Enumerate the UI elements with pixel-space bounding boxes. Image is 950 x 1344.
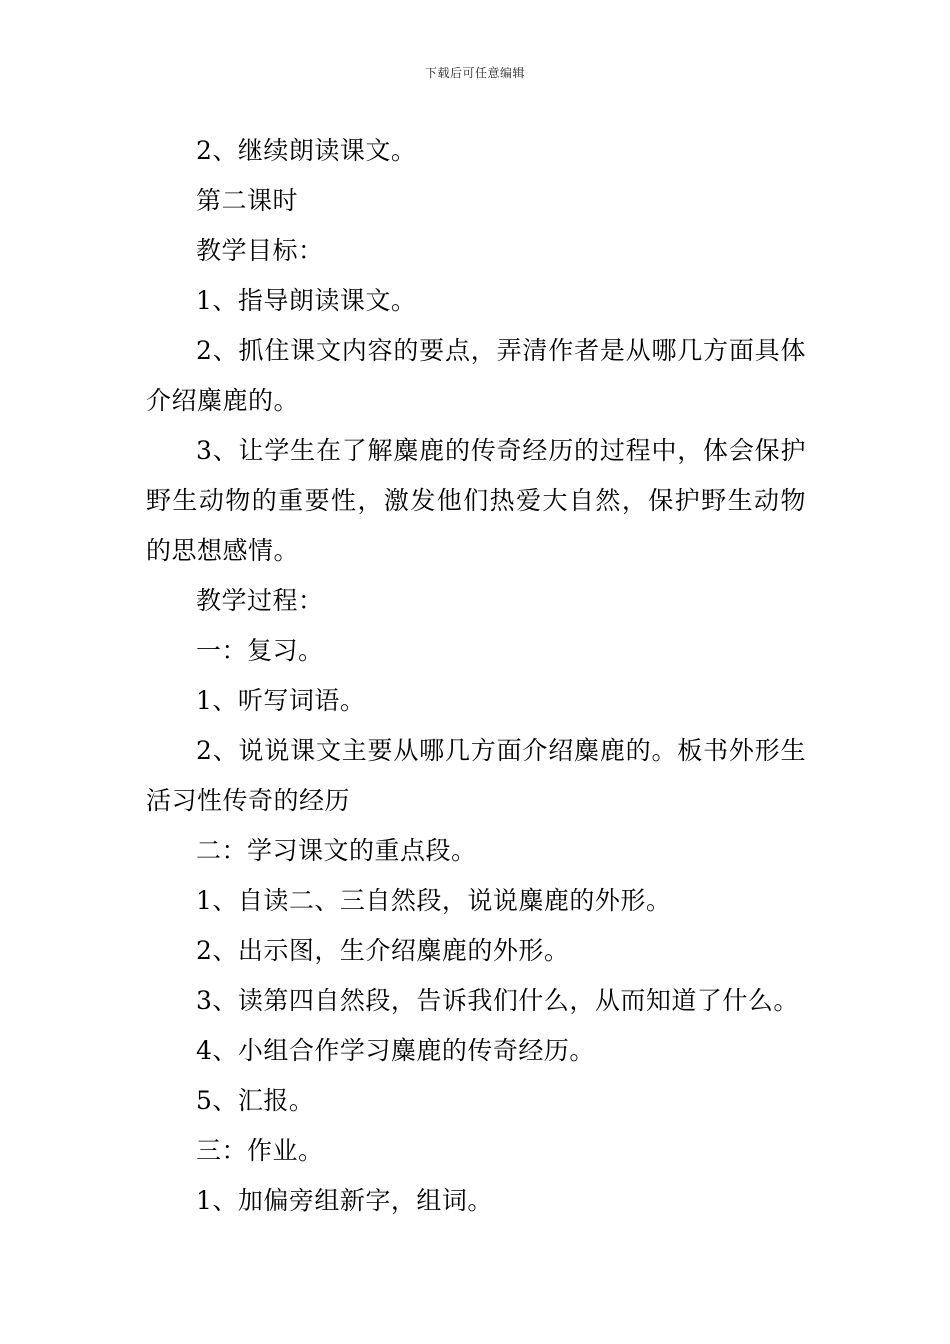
paragraph-goal-3: 3、让学生在了解麋鹿的传奇经历的过程中，体会保护野生动物的重要性，激发他们热爱大自然，保护野生动物的思想感情。: [146, 436, 806, 565]
paragraph-section-homework: 三：作业。: [196, 1136, 324, 1165]
paragraph-teaching-process-heading: 教学过程：: [196, 586, 324, 615]
paragraph-continue-reading: 2、继续朗读课文。: [196, 136, 417, 165]
paragraph-review-2: 2、说说课文主要从哪几方面介绍麋鹿的。板书外形生活习性传奇的经历: [146, 736, 806, 815]
paragraph-review-1: 1、听写词语。: [196, 686, 366, 715]
paragraph-section-key-passage: 二：学习课文的重点段。: [196, 836, 477, 865]
paragraph-goal-2: 2、抓住课文内容的要点，弄清作者是从哪几方面具体介绍麋鹿的。: [146, 336, 806, 415]
paragraph-teaching-goals-heading: 教学目标：: [196, 236, 324, 265]
paragraph-key-3: 3、读第四自然段，告诉我们什么，从而知道了什么。: [196, 986, 799, 1015]
paragraph-key-5: 5、汇报。: [196, 1086, 315, 1115]
page-header: 下载后可任意编辑: [424, 66, 525, 80]
document-body: [146, 126, 806, 1226]
paragraph-homework-1: 1、加偏旁组新字，组词。: [196, 1186, 493, 1215]
paragraph-section-review: 一：复习。: [196, 636, 324, 665]
paragraph-key-1: 1、自读二、三自然段，说说麋鹿的外形。: [196, 886, 672, 915]
paragraph-goal-1: 1、指导朗读课文。: [196, 286, 417, 315]
paragraph-key-4: 4、小组合作学习麋鹿的传奇经历。: [196, 1036, 595, 1065]
paragraph-second-lesson: 第二课时: [196, 186, 299, 215]
paragraph-key-2: 2、出示图，生介绍麋鹿的外形。: [196, 936, 570, 965]
